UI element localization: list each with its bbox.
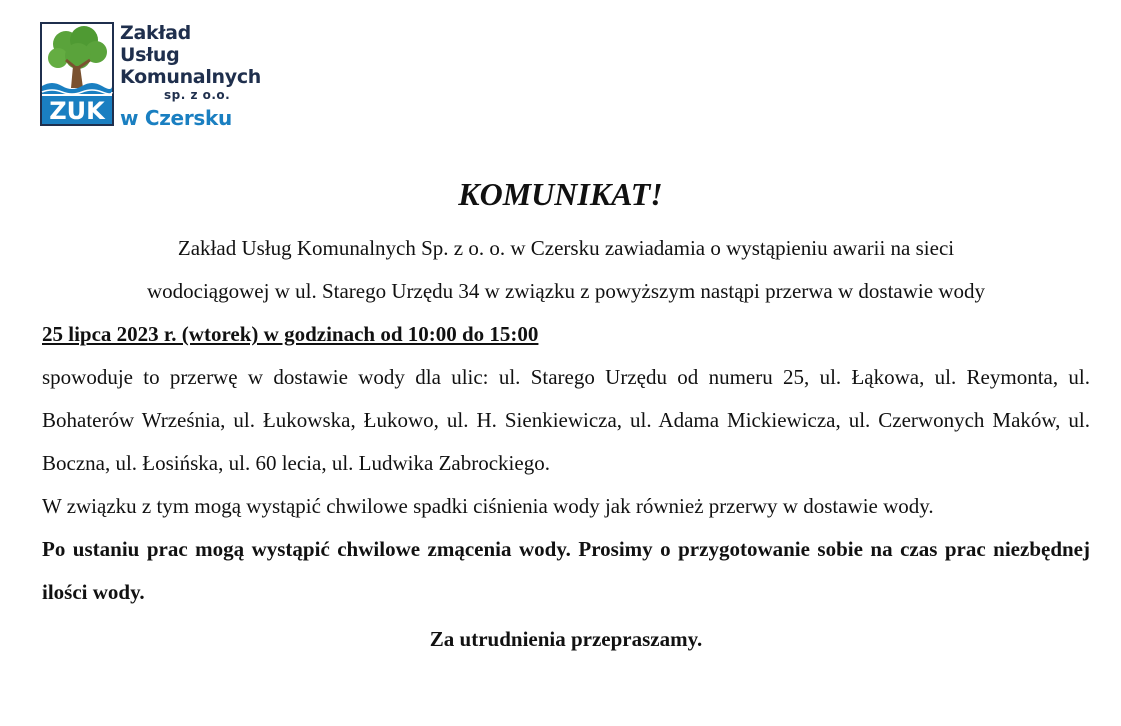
affected-streets-paragraph: spowoduje to przerwę w dostawie wody dla ulic: ul. Starego Urzędu od numeru 25, ul. Łąkowa, ul. Reymonta, ul. Bohaterów Września, ul. Łukowska, Łukowo, ul. H. Sienkiewicza, ul. Adama Mickiewicza, ul. Czerwonych Maków, ul. Boczna, ul. Łosińska, ul. 60 lecia, ul. Ludwika Zabrockiego. [42,365,1090,475]
logo-name-line-3: Komunalnych [120,66,262,88]
intro-line-1: Zakład Usług Komunalnych Sp. z o. o. w Czersku zawiadamia o wystąpieniu awarii na sieci [177,236,955,260]
document-body [42,227,1090,661]
document-title: KOMUNIKAT! [458,176,663,212]
tree-water-logo-icon [40,22,114,126]
logo-name-line-1: Zakład [120,22,191,44]
logo-company-name [120,22,261,88]
closing-apology: Za utrudnienia przepraszamy. [429,627,703,651]
turbidity-paragraph: Po ustaniu prac mogą wystąpić chwilowe zmącenia wody. Prosimy o przygotowanie sobie na czas prac niezbędnej ilości wody. [42,537,1090,604]
logo-mark-text: ZUK [49,97,105,125]
intro-line-2: wodociągowej w ul. Starego Urzędu 34 w związku z powyższym nastąpi przerwa w dostawie wody [146,279,985,303]
logo-name-line-2: Usług [120,44,180,66]
outage-date-line [42,313,1090,356]
outage-date-text: 25 lipca 2023 r. (wtorek) w godzinach od 10:00 do 15:00 [42,322,539,346]
company-logo [40,22,280,130]
logo-legal-form: sp. z o.o. [164,88,231,102]
pressure-drop-paragraph: W związku z tym mogą wystąpić chwilowe spadki ciśnienia wody jak również przerwy w dostawie wody. [42,494,934,518]
logo-city: w Czersku [120,106,232,130]
